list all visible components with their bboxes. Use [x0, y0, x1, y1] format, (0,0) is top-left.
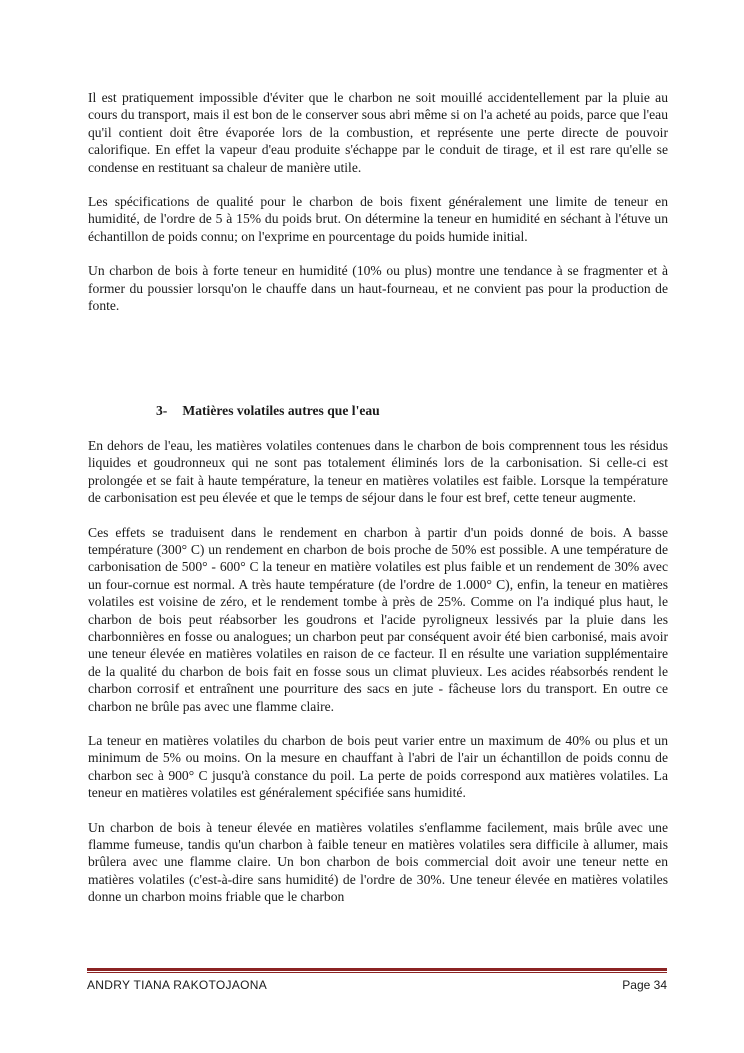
- paragraph-volatiles-combustion: Un charbon de bois à teneur élevée en matières volatiles s'enflamme facilement, mais brûle avec une flamme fumeuse, tandis qu'un charbon à faible teneur en matières volatiles sera difficile à allumer, mais brûlera avec une flamme claire. Un bon charbon de bois commercial doit avoir une teneur nette en matières volatiles (c'est-à-dire sans humidité) de l'ordre de 30%. Une teneur élevée en matières volatiles donne un charbon moins friable que le charbon: [88, 819, 668, 905]
- paragraph-volatiles-yield: Ces effets se traduisent dans le rendement en charbon à partir d'un poids donné de bois. A basse température (300° C) un rendement en charbon de bois proche de 50% est possible. A une température de carbonisation de 500° - 600° C la teneur en matière volatiles est plus faible et un rendement de 30% avec un four-cornue est normal. A très haute température (de l'ordre de 1.000° C), enfin, la teneur en matières volatiles est voisine de zéro, et le rendement tombe à près de 25%. Comme on l'a indiqué plus haut, le charbon de bois peut réabsorber les goudrons et l'acide pyroligneux lessivés par la pluie dans les charbonnières en fosse ou analogues; un charbon peut par conséquent avoir été bien carbonisé, mais avoir une teneur élevée en matières volatiles en raison de ce facteur. Il en résulte une variation supplémentaire de la qualité du charbon de bois fait en fosse sous un climat pluvieux. Les acides réabsorbés rendent le charbon corrosif et entraînent une pourriture des sacs en jute - fâcheuse lors du transport. En outre ce charbon ne brûle pas avec une flamme claire.: [88, 524, 668, 714]
- section-title: Matières volatiles autres que l'eau: [182, 403, 380, 419]
- footer-rule-thin: [87, 972, 667, 973]
- paragraph-volatiles-measurement: La teneur en matières volatiles du charbon de bois peut varier entre un maximum de 40% ou plus et un minimum de 5% ou moins. On la mesure en chauffant à l'abri de l'air un échantillon de poids connu de charbon sec à 900° C jusqu'à constance du poil. La perte de poids correspond aux matières volatiles. La teneur en matières volatiles est généralement spécifiée sans humidité.: [88, 732, 668, 801]
- footer-page-number: Page 34: [622, 978, 667, 992]
- paragraph-moisture-transport: Il est pratiquement impossible d'éviter que le charbon ne soit mouillé accidentellement par la pluie au cours du transport, mais il est bon de le conserver sous abri même si on l'a acheté au poids, parce que l'eau qu'il contient doit être évaporée lors de la combustion, et représente une perte directe de pouvoir calorifique. En effet la vapeur d'eau produite s'échappe par le conduit de tirage, et il est rare qu'elle se condense en restituant sa chaleur de manière utile.: [88, 90, 668, 175]
- section-heading: [88, 402, 668, 419]
- paragraph-moisture-specifications: Les spécifications de qualité pour le charbon de bois fixent généralement une limite de teneur en humidité, de l'ordre de 5 à 15% du poids brut. On détermine la teneur en humidité en séchant à l'étuve un échantillon de poids connu; on l'exprime en pourcentage du poids humide initial.: [88, 194, 668, 244]
- footer-author: ANDRY TIANA RAKOTOJAONA: [87, 978, 268, 992]
- footer-rule-thick: [87, 968, 667, 971]
- section-number: 3-: [156, 403, 168, 419]
- page-body: [88, 89, 668, 906]
- paragraph-moisture-fragmentation: Un charbon de bois à forte teneur en humidité (10% ou plus) montre une tendance à se fragmenter et à former du poussier lorsqu'on le chauffe dans un haut-fourneau, et ne convient pas pour la production de fonte.: [88, 263, 668, 314]
- paragraph-volatiles-definition: En dehors de l'eau, les matières volatiles contenues dans le charbon de bois comprennent tous les résidus liquides et goudronneux qui ne sont pas totalement éliminés lors de la carbonisation. Si celle-ci est prolongée et se fait à haute température, la teneur en matières volatiles est faible. Lorsque la température de carbonisation est peu élevée et que le temps de séjour dans le four est bref, cette teneur augmente.: [88, 437, 668, 506]
